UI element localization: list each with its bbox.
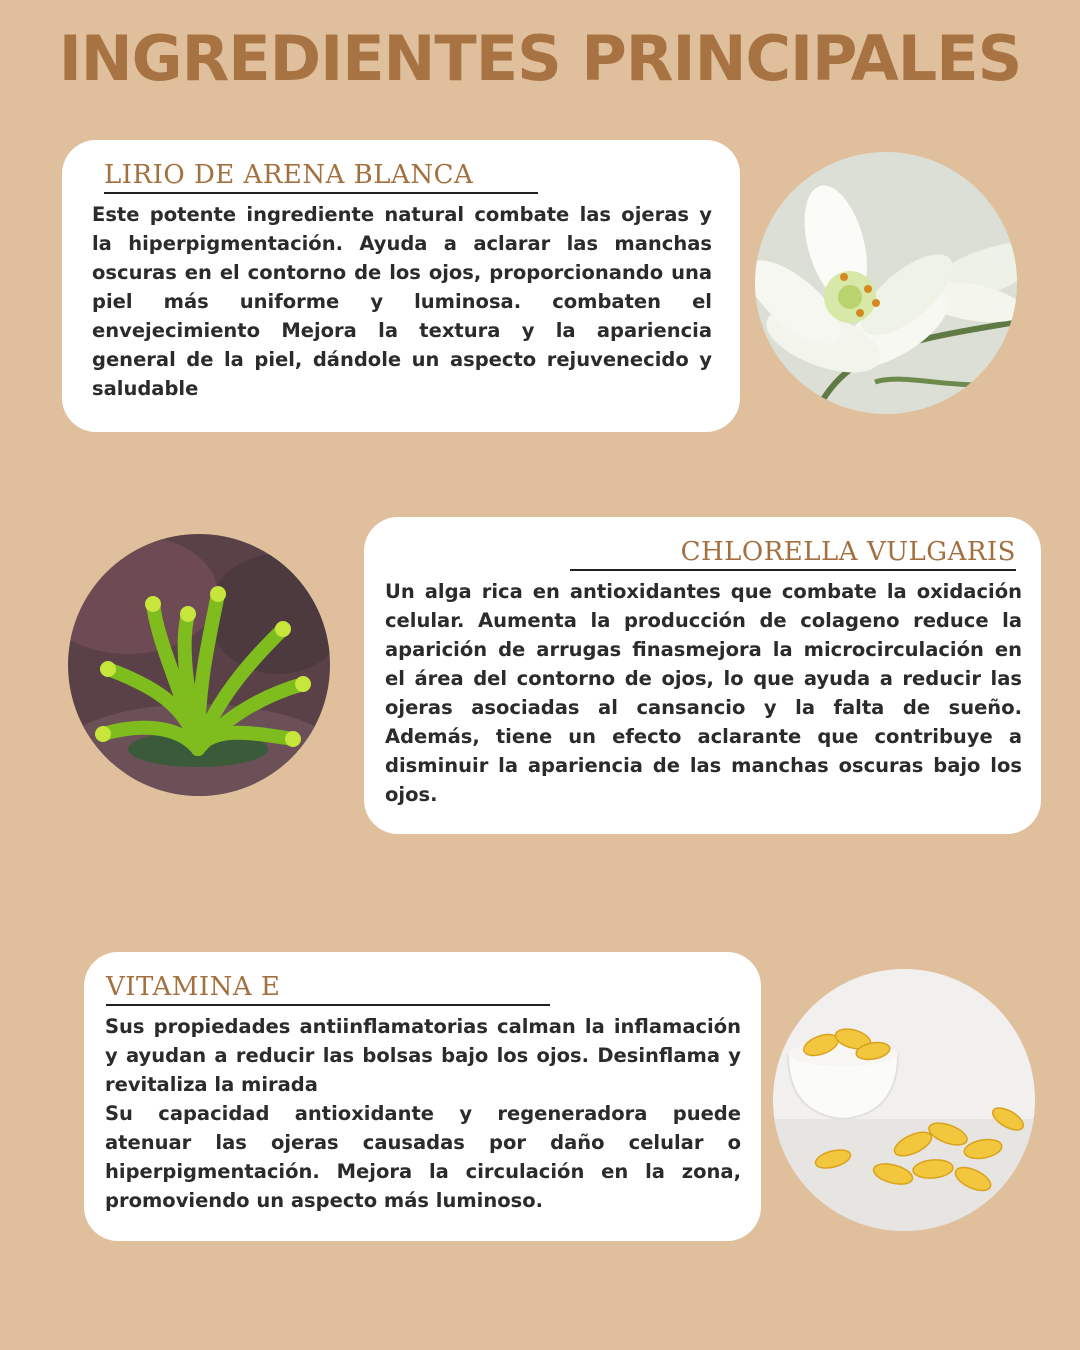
- algae-illustration: [68, 534, 330, 796]
- capsules-illustration: [773, 969, 1035, 1231]
- ingredient-name: LIRIO DE ARENA BLANCA: [104, 160, 538, 194]
- white-lily-photo: [755, 152, 1017, 414]
- ingredient-card-lirio: [62, 140, 740, 432]
- ingredient-description: Sus propiedades antiinflamatorias calman la inflamación y ayudan a reducir las bolsas bajo los ojos. Desinflama y revitaliza la mirada Su capacidad antioxidante y regeneradora puede atenuar las ojeras causadas por daño celular o hiperpigmentación. Mejora la circulación en la zona, promoviendo un aspecto más luminoso.: [105, 1015, 741, 1212]
- lily-illustration: [755, 152, 1017, 414]
- green-algae-photo: [68, 534, 330, 796]
- ingredient-description: Un alga rica en antioxidantes que combate la oxidación celular. Aumenta la producción de colageno reduce la aparición de arrugas finasmejora la microcirculación en el área del contorno de ojos, lo que ayuda a reducir las ojeras asociadas al cansancio y la falta de sueño. Además, tiene un efecto aclarante que contribuye a disminuir la apariencia de las manchas oscuras bajo los ojos.: [385, 580, 1022, 806]
- ingredient-description: Este potente ingrediente natural combate las ojeras y la hiperpigmentación. Ayuda a aclarar las manchas oscuras en el contorno de los ojos, proporcionando una piel más uniforme y luminosa. combaten el envejecimiento Mejora la textura y la apariencia general de la piel, dándole un aspecto rejuvenecido y saludable: [92, 203, 712, 400]
- ingredient-name: VITAMINA E: [106, 972, 550, 1006]
- ingredient-name: CHLORELLA VULGARIS: [570, 537, 1016, 571]
- vitamin-e-capsules-photo: [773, 969, 1035, 1231]
- ingredient-card-vitamina-e: [84, 952, 761, 1241]
- ingredient-card-chlorella: [364, 517, 1041, 834]
- page-title: INGREDIENTES PRINCIPALES: [58, 22, 1022, 95]
